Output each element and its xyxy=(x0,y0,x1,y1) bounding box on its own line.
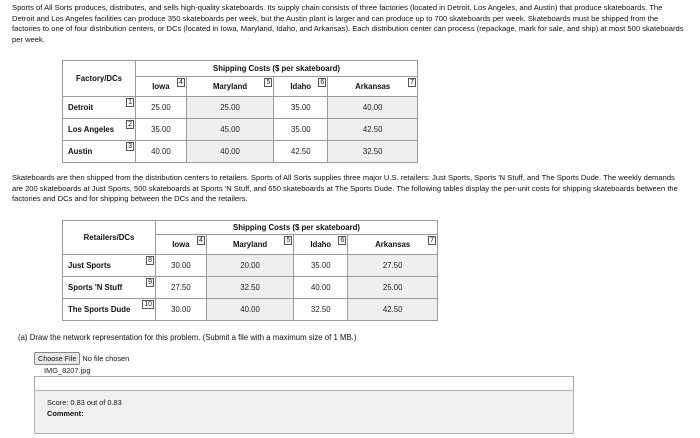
table2-row-header: Just Sports 8 xyxy=(63,255,156,277)
table2-row-num: 8 xyxy=(148,257,152,264)
table2-col-header: Idaho 6 xyxy=(294,235,348,255)
table2-cell: 32.50 xyxy=(294,299,348,321)
table1-cell: 25.00 xyxy=(186,97,273,119)
table2-cell: 25.00 xyxy=(348,277,438,299)
table-row xyxy=(63,277,438,299)
table1-corner-header: Factory/DCs xyxy=(63,61,136,97)
intro-paragraph: Sports of All Sorts produces, distributes, and sells high-quality skateboards. Its supply chain consists of three factories (located in Detroit, Los Angeles, and Austin) that produce skateboards. The Detroit and Los Angeles facilities can produce 350 skateboards per week, but the Austin plant is larger and can produce up to 700 skateboards per week. Skateboards must be shipped from the factories to one of four distribution centers, or DCs (located in Iowa, Maryland, Idaho, and Arkansas). Each distribution center can process (repackage, mark for sale, and ship) at most 500 skateboards per week. xyxy=(12,3,684,44)
table2-col-num: 7 xyxy=(430,237,434,244)
table2-corner-header: Retailers/DCs xyxy=(63,221,156,255)
table1-cell: 35.00 xyxy=(274,97,328,119)
table1-row-header: Los Angeles 2 xyxy=(63,119,136,141)
table-row xyxy=(63,299,438,321)
table2-row-num: 9 xyxy=(148,279,152,286)
table2-row-num: 10 xyxy=(144,301,152,308)
table2-cell: 42.50 xyxy=(348,299,438,321)
table2-cell: 27.50 xyxy=(156,277,207,299)
table2-col-num: 6 xyxy=(340,237,345,244)
table1-cell: 45.00 xyxy=(186,119,273,141)
table2-cell: 35.00 xyxy=(294,255,348,277)
table-row xyxy=(63,255,438,277)
choose-file-button[interactable]: Choose File xyxy=(34,352,80,365)
uploaded-filename-link[interactable]: IMG_8207.jpg xyxy=(44,366,91,375)
table1-cell: 40.00 xyxy=(136,141,187,163)
table-row xyxy=(63,141,418,163)
file-status-text: No file chosen xyxy=(82,354,130,363)
table2-cell: 40.00 xyxy=(206,299,293,321)
comment-label: Comment: xyxy=(47,409,84,418)
file-upload xyxy=(34,352,129,365)
score-panel xyxy=(34,390,574,434)
table1-cell: 42.50 xyxy=(328,119,418,141)
table1-row-num: 2 xyxy=(128,121,132,128)
table2-row-header: The Sports Dude 10 xyxy=(63,299,156,321)
table1-cell: 35.00 xyxy=(136,119,187,141)
table2-cell: 30.00 xyxy=(156,255,207,277)
table2-col-num: 4 xyxy=(198,237,203,244)
table2-col-num: 5 xyxy=(286,237,291,244)
table1-row-header: Detroit 1 xyxy=(63,97,136,119)
table1-cell: 40.00 xyxy=(328,97,418,119)
table-row xyxy=(63,119,418,141)
table1-col-header: Arkansas 7 xyxy=(328,77,418,97)
table1-col-header: Idaho 6 xyxy=(274,77,328,97)
table2-col-header: Arkansas 7 xyxy=(348,235,438,255)
table2-col-header: Iowa 4 xyxy=(156,235,207,255)
table1-col-header: Maryland 5 xyxy=(186,77,273,97)
table1-cell: 25.00 xyxy=(136,97,187,119)
table1-col-header: Iowa 4 xyxy=(136,77,187,97)
retailer-dc-cost-table xyxy=(62,220,438,321)
table2-cell: 27.50 xyxy=(348,255,438,277)
table2-cell: 30.00 xyxy=(156,299,207,321)
table2-cell: 40.00 xyxy=(294,277,348,299)
table1-col-num: 7 xyxy=(410,79,414,86)
table2-cell: 32.50 xyxy=(206,277,293,299)
table1-row-num: 3 xyxy=(128,143,132,150)
table1-col-num: 6 xyxy=(320,79,325,86)
table1-cell: 40.00 xyxy=(186,141,273,163)
table2-cell: 20.00 xyxy=(206,255,293,277)
table1-row-header: Austin 3 xyxy=(63,141,136,163)
table1-cell: 35.00 xyxy=(274,119,328,141)
table1-col-num: 5 xyxy=(266,79,271,86)
table1-cell: 32.50 xyxy=(328,141,418,163)
table1-row-num: 1 xyxy=(128,99,132,106)
table2-row-header: Sports 'N Stuff 9 xyxy=(63,277,156,299)
factory-dc-cost-table xyxy=(62,60,418,163)
score-text: Score: 0.83 out of 0.83 xyxy=(47,398,122,407)
table1-col-num: 4 xyxy=(178,79,183,86)
table2-group-header: Shipping Costs ($ per skateboard) xyxy=(156,221,438,235)
question-text: (a) Draw the network representation for this problem. (Submit a file with a maximum size of 1 MB.) xyxy=(18,333,357,342)
table-row xyxy=(63,97,418,119)
table1-cell: 42.50 xyxy=(274,141,328,163)
second-paragraph: Skateboards are then shipped from the distribution centers to retailers. Sports of All Sorts supplies three major U.S. retailers: Just Sports, Sports 'N Stuff, and The Sports Dude. The weekly demands are 200 skateboards at Just Sports, 500 skateboards at Sports 'N Stuff, and 650 skateboards at The Sports Dude. The following tables display the per-unit costs for shipping skateboards between the factories and DCs and for shipping between the DCs and the retailers. xyxy=(12,173,678,204)
table1-group-header: Shipping Costs ($ per skateboard) xyxy=(136,61,418,77)
table2-col-header: Maryland 5 xyxy=(206,235,293,255)
